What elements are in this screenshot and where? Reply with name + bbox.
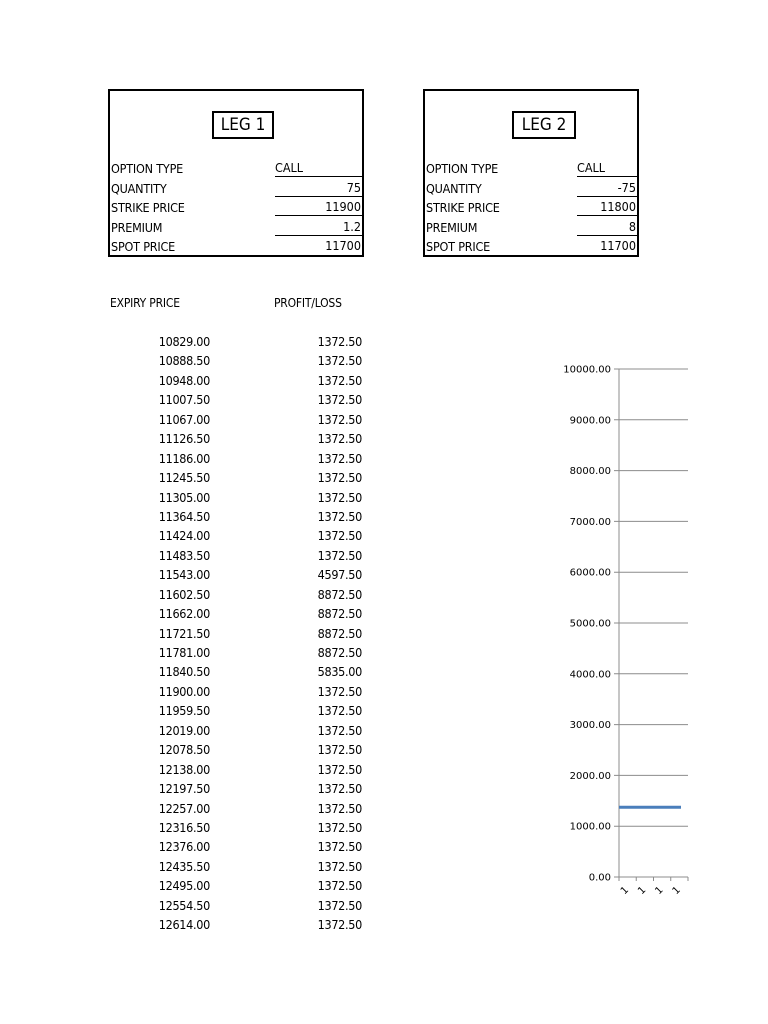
option-type-label: OPTION TYPE — [426, 161, 499, 176]
y-tick-label: 10000.00 — [563, 364, 611, 376]
table-row — [100, 838, 370, 857]
table-row — [100, 372, 370, 391]
profit-loss-cell[interactable]: 1372.50 — [317, 547, 362, 563]
table-row — [100, 644, 370, 663]
y-tick-label: 6000.00 — [569, 567, 611, 579]
profit-loss-cell[interactable]: 1372.50 — [317, 839, 362, 855]
profit-loss-cell[interactable]: 1372.50 — [317, 470, 362, 486]
table-row — [100, 702, 370, 721]
strike-price-label: STRIKE PRICE — [111, 200, 185, 215]
option-type-value[interactable]: CALL — [275, 159, 362, 177]
expiry-price-cell[interactable]: 12019.00 — [158, 722, 210, 738]
expiry-price-cell[interactable]: 12376.00 — [158, 839, 210, 855]
table-row — [100, 547, 370, 566]
quantity-label: QUANTITY — [111, 180, 167, 196]
expiry-price-cell[interactable]: 11662.00 — [158, 606, 210, 622]
profit-loss-cell[interactable]: 1372.50 — [317, 528, 362, 544]
table-row — [100, 897, 370, 916]
profit-loss-cell[interactable]: 1372.50 — [317, 392, 362, 408]
expiry-price-cell[interactable]: 11245.50 — [158, 470, 210, 486]
y-tick-label: 9000.00 — [569, 415, 611, 427]
expiry-price-cell[interactable]: 10888.50 — [158, 353, 210, 369]
expiry-price-header: EXPIRY PRICE — [110, 296, 180, 310]
table-row — [100, 605, 370, 624]
expiry-price-cell[interactable]: 11364.50 — [158, 508, 210, 524]
table-row — [100, 916, 370, 935]
table-row — [100, 527, 370, 546]
table-row — [100, 780, 370, 799]
profit-loss-cell[interactable]: 8872.50 — [317, 586, 362, 602]
premium-value[interactable]: 8 — [577, 218, 637, 236]
expiry-price-cell[interactable]: 11840.50 — [158, 664, 210, 680]
premium-label: PREMIUM — [111, 219, 163, 235]
profit-loss-cell[interactable]: 1372.50 — [317, 858, 362, 874]
profit-loss-cell[interactable]: 1372.50 — [317, 761, 362, 777]
expiry-price-cell[interactable]: 11007.50 — [158, 392, 210, 408]
profit-loss-cell[interactable]: 1372.50 — [317, 508, 362, 524]
profit-loss-cell[interactable]: 1372.50 — [317, 683, 362, 699]
table-row — [100, 411, 370, 430]
leg-1-row-spot-price — [110, 237, 362, 257]
table-row — [100, 450, 370, 469]
spot-price-label: SPOT PRICE — [426, 239, 491, 254]
profit-loss-header: PROFIT/LOSS — [274, 296, 342, 310]
table-row — [100, 586, 370, 605]
profit-loss-cell[interactable]: 1372.50 — [317, 722, 362, 738]
expiry-price-cell[interactable]: 10829.00 — [158, 334, 210, 349]
quantity-value[interactable]: -75 — [577, 179, 637, 197]
profit-loss-cell[interactable]: 1372.50 — [317, 800, 362, 816]
payoff-chart — [540, 355, 700, 915]
premium-label: PREMIUM — [426, 219, 478, 235]
profit-loss-cell[interactable]: 1372.50 — [317, 819, 362, 835]
expiry-price-cell[interactable]: 12197.50 — [158, 781, 210, 797]
quantity-label: QUANTITY — [426, 180, 482, 196]
spot-price-value[interactable]: 11700 — [325, 238, 361, 253]
quantity-value[interactable]: 75 — [275, 179, 362, 197]
leg-1-row-quantity — [110, 179, 362, 199]
profit-loss-table — [100, 333, 370, 936]
expiry-price-cell[interactable]: 12435.50 — [158, 858, 210, 874]
expiry-price-cell[interactable]: 12078.50 — [158, 742, 210, 758]
y-tick-label: 8000.00 — [569, 466, 611, 478]
x-tick-label: 1 — [670, 884, 683, 898]
profit-loss-cell[interactable]: 8872.50 — [317, 625, 362, 641]
spot-price-label: SPOT PRICE — [111, 239, 176, 254]
expiry-price-cell[interactable]: 11959.50 — [158, 703, 210, 719]
profit-loss-cell[interactable]: 1372.50 — [317, 489, 362, 505]
table-row — [100, 391, 370, 410]
x-tick-label: 1 — [653, 884, 666, 898]
table-row — [100, 761, 370, 780]
table-row — [100, 508, 370, 527]
y-tick-label: 0.00 — [588, 872, 611, 884]
x-tick-label: 1 — [618, 884, 632, 898]
expiry-price-cell[interactable]: 11721.50 — [158, 625, 210, 641]
profit-loss-cell[interactable]: 1372.50 — [317, 878, 362, 894]
leg-2-row-spot-price — [425, 237, 637, 257]
table-row — [100, 352, 370, 371]
table-row — [100, 858, 370, 877]
expiry-price-cell[interactable]: 11900.00 — [158, 683, 210, 699]
leg-2-row-strike-price — [425, 198, 637, 218]
table-row — [100, 430, 370, 449]
table-row — [100, 663, 370, 682]
table-row — [100, 625, 370, 644]
spot-price-value[interactable]: 11700 — [600, 238, 636, 253]
y-tick-label: 5000.00 — [569, 618, 611, 630]
leg-2-row-option-type — [425, 159, 637, 179]
leg-1-row-strike-price — [110, 198, 362, 218]
expiry-price-cell[interactable]: 12257.00 — [158, 800, 210, 816]
y-tick-label: 1000.00 — [569, 821, 611, 833]
table-row — [100, 877, 370, 896]
profit-loss-cell[interactable]: 1372.50 — [317, 334, 362, 349]
y-tick-label: 2000.00 — [569, 770, 611, 782]
profit-loss-cell[interactable]: 1372.50 — [317, 372, 362, 388]
table-row — [100, 741, 370, 760]
expiry-price-cell[interactable]: 11781.00 — [158, 645, 210, 660]
option-type-value[interactable]: CALL — [577, 159, 637, 177]
profit-loss-cell[interactable]: 1372.50 — [317, 742, 362, 758]
table-row — [100, 469, 370, 488]
y-tick-label: 4000.00 — [569, 669, 611, 681]
premium-value[interactable]: 1.2 — [275, 218, 362, 236]
leg-2-row-premium — [425, 218, 637, 238]
strike-price-value[interactable]: 11900 — [275, 198, 362, 216]
profit-loss-cell[interactable]: 1372.50 — [317, 917, 362, 933]
leg-1-row-option-type — [110, 159, 362, 179]
profit-loss-cell[interactable]: 1372.50 — [317, 411, 362, 427]
leg-2-panel — [423, 89, 639, 257]
strike-price-label: STRIKE PRICE — [426, 200, 500, 215]
table-row — [100, 800, 370, 819]
table-row — [100, 819, 370, 838]
expiry-price-cell[interactable]: 12138.00 — [158, 761, 210, 777]
y-tick-label: 7000.00 — [569, 516, 611, 528]
expiry-price-cell[interactable]: 12316.50 — [158, 819, 210, 835]
expiry-price-cell[interactable]: 11424.00 — [158, 528, 210, 544]
table-row — [100, 683, 370, 702]
leg-1-panel — [108, 89, 364, 257]
leg-2-row-quantity — [425, 179, 637, 199]
expiry-price-cell[interactable]: 11602.50 — [158, 586, 210, 602]
profit-loss-cell[interactable]: 1372.50 — [317, 431, 362, 447]
expiry-price-cell[interactable]: 11126.50 — [158, 431, 210, 447]
profit-loss-cell[interactable]: 8872.50 — [317, 606, 362, 622]
x-tick-label: 1 — [636, 884, 649, 898]
option-type-label: OPTION TYPE — [111, 161, 184, 176]
profit-loss-cell[interactable]: 1372.50 — [317, 353, 362, 369]
table-row — [100, 333, 370, 352]
profit-loss-cell[interactable]: 1372.50 — [317, 781, 362, 797]
expiry-price-cell[interactable]: 11543.00 — [158, 567, 210, 583]
expiry-price-cell[interactable]: 11186.00 — [158, 450, 210, 466]
expiry-price-cell[interactable]: 11305.00 — [158, 489, 210, 505]
expiry-price-cell[interactable]: 11067.00 — [158, 411, 210, 427]
expiry-price-cell[interactable]: 12554.50 — [158, 897, 210, 913]
table-row — [100, 722, 370, 741]
expiry-price-cell[interactable]: 12614.00 — [158, 917, 210, 933]
expiry-price-cell[interactable]: 11483.50 — [158, 547, 210, 563]
profit-loss-cell[interactable]: 1372.50 — [317, 703, 362, 719]
expiry-price-cell[interactable]: 12495.00 — [158, 878, 210, 894]
profit-loss-cell[interactable]: 1372.50 — [317, 450, 362, 466]
strike-price-value[interactable]: 11800 — [577, 198, 637, 216]
expiry-price-cell[interactable]: 10948.00 — [158, 372, 210, 388]
profit-loss-cell[interactable]: 8872.50 — [317, 645, 362, 660]
leg-1-title: LEG 1 — [212, 111, 274, 139]
profit-loss-cell[interactable]: 1372.50 — [317, 897, 362, 913]
table-row — [100, 566, 370, 585]
leg-1-row-premium — [110, 218, 362, 238]
table-row — [100, 489, 370, 508]
leg-2-title: LEG 2 — [512, 111, 576, 139]
profit-loss-cell[interactable]: 4597.50 — [317, 567, 362, 583]
y-tick-label: 3000.00 — [569, 720, 611, 732]
profit-loss-cell[interactable]: 5835.00 — [317, 664, 362, 680]
